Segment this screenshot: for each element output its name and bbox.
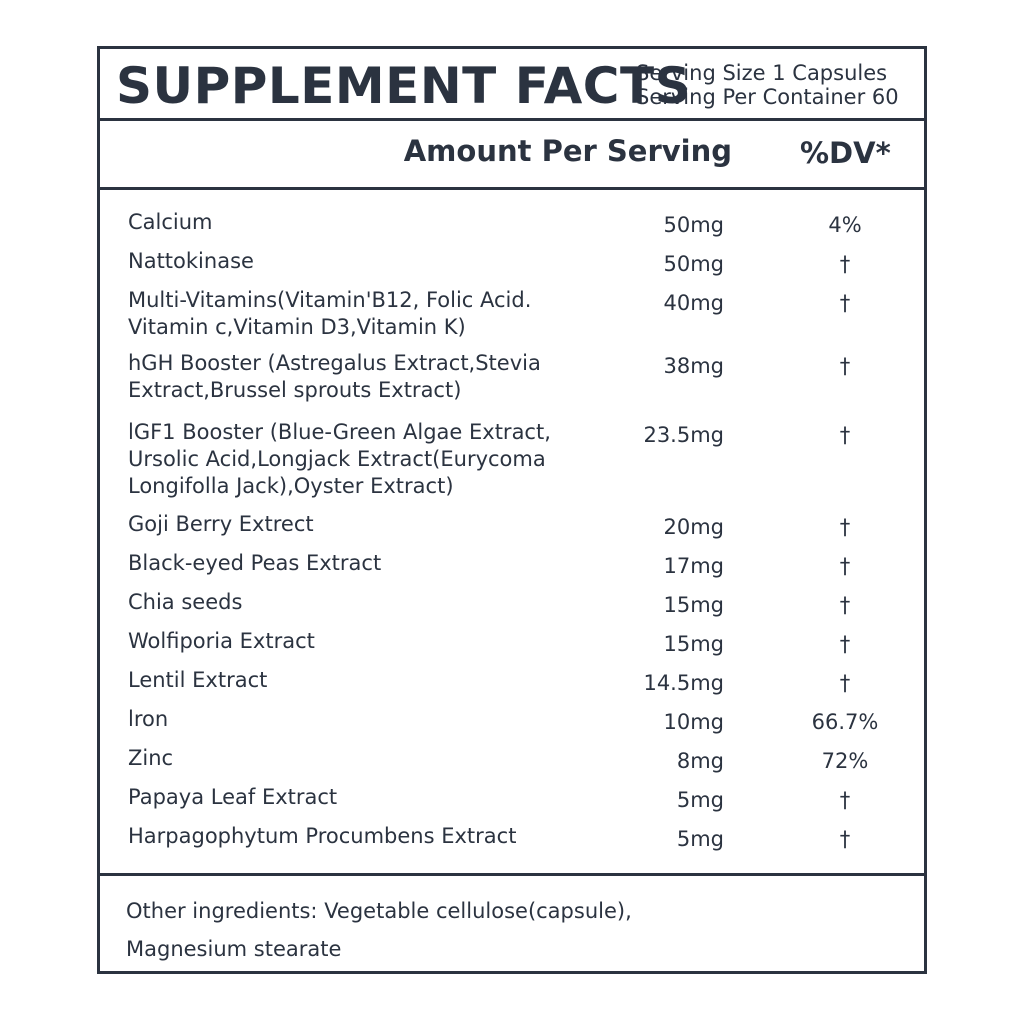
ingredient-name: Papaya Leaf Extract	[128, 785, 338, 809]
ingredient-name: Multi-Vitamins(Vitamin'B12, Folic Acid. Vitamin c,Vitamin D3,Vitamin K)	[128, 288, 532, 339]
facts-header	[100, 49, 924, 121]
ingredient-amount: 38mg	[663, 354, 724, 378]
ingredient-dv: †	[839, 423, 851, 447]
ingredient-name: Chia seeds	[128, 590, 243, 614]
ingredient-name: Calcium	[128, 210, 213, 234]
ingredient-dv: †	[839, 291, 851, 315]
ingredient-name: lron	[128, 707, 169, 731]
ingredient-dv: †	[839, 515, 851, 539]
servings-per-container: Serving Per Container 60	[636, 85, 899, 109]
ingredient-amount: 5mg	[676, 788, 724, 812]
ingredient-name: lGF1 Booster (Blue-Green Algae Extract, Ursolic Acid,Longjack Extract(Eurycoma Longifolla Jack),Oyster Extract)	[128, 420, 551, 498]
ingredient-dv: †	[839, 827, 851, 851]
ingredient-amount: 23.5mg	[643, 423, 724, 447]
ingredient-name: Lentil Extract	[128, 668, 268, 692]
dv-column-header: %DV*	[800, 136, 891, 170]
ingredient-amount: 8mg	[676, 749, 724, 773]
ingredient-name: Nattokinase	[128, 249, 254, 273]
ingredient-amount: 20mg	[663, 515, 724, 539]
column-header	[100, 118, 924, 190]
ingredient-dv: †	[839, 593, 851, 617]
ingredient-amount: 15mg	[663, 593, 724, 617]
ingredient-name: Goji Berry Extrect	[128, 512, 314, 536]
ingredient-amount: 50mg	[663, 252, 724, 276]
panel-title: SUPPLEMENT FACTS	[116, 57, 692, 115]
ingredient-amount: 40mg	[663, 291, 724, 315]
ingredient-dv: 72%	[821, 749, 869, 773]
other-ingredients-text: Other ingredients: Vegetable cellulose(capsule), Magnesium stearate	[126, 899, 632, 961]
ingredient-amount: 5mg	[676, 827, 724, 851]
ingredient-name: Wolfiporia Extract	[128, 629, 315, 653]
serving-info	[636, 61, 899, 109]
ingredient-dv: †	[839, 632, 851, 656]
ingredient-dv: †	[839, 788, 851, 812]
ingredient-dv: †	[839, 554, 851, 578]
other-ingredients-section	[100, 873, 924, 974]
ingredient-dv: †	[839, 354, 851, 378]
ingredient-amount: 17mg	[663, 554, 724, 578]
serving-size: Serving Size 1 Capsules	[636, 61, 888, 85]
ingredient-dv: †	[839, 252, 851, 276]
ingredient-name: Harpagophytum Procumbens Extract	[128, 824, 517, 848]
ingredient-dv: 4%	[828, 213, 862, 237]
supplement-facts-panel	[97, 46, 927, 974]
ingredient-name: Zinc	[128, 746, 174, 770]
ingredient-amount: 14.5mg	[643, 671, 724, 695]
ingredient-dv: 66.7%	[811, 710, 879, 734]
ingredient-dv: †	[839, 671, 851, 695]
ingredient-amount: 10mg	[663, 710, 724, 734]
amount-column-header: Amount Per Serving	[403, 134, 732, 168]
ingredient-amount: 50mg	[663, 213, 724, 237]
ingredient-name: hGH Booster (Astregalus Extract,Stevia Extract,Brussel sprouts Extract)	[128, 351, 541, 402]
ingredient-name: Black-eyed Peas Extract	[128, 551, 382, 575]
ingredient-amount: 15mg	[663, 632, 724, 656]
